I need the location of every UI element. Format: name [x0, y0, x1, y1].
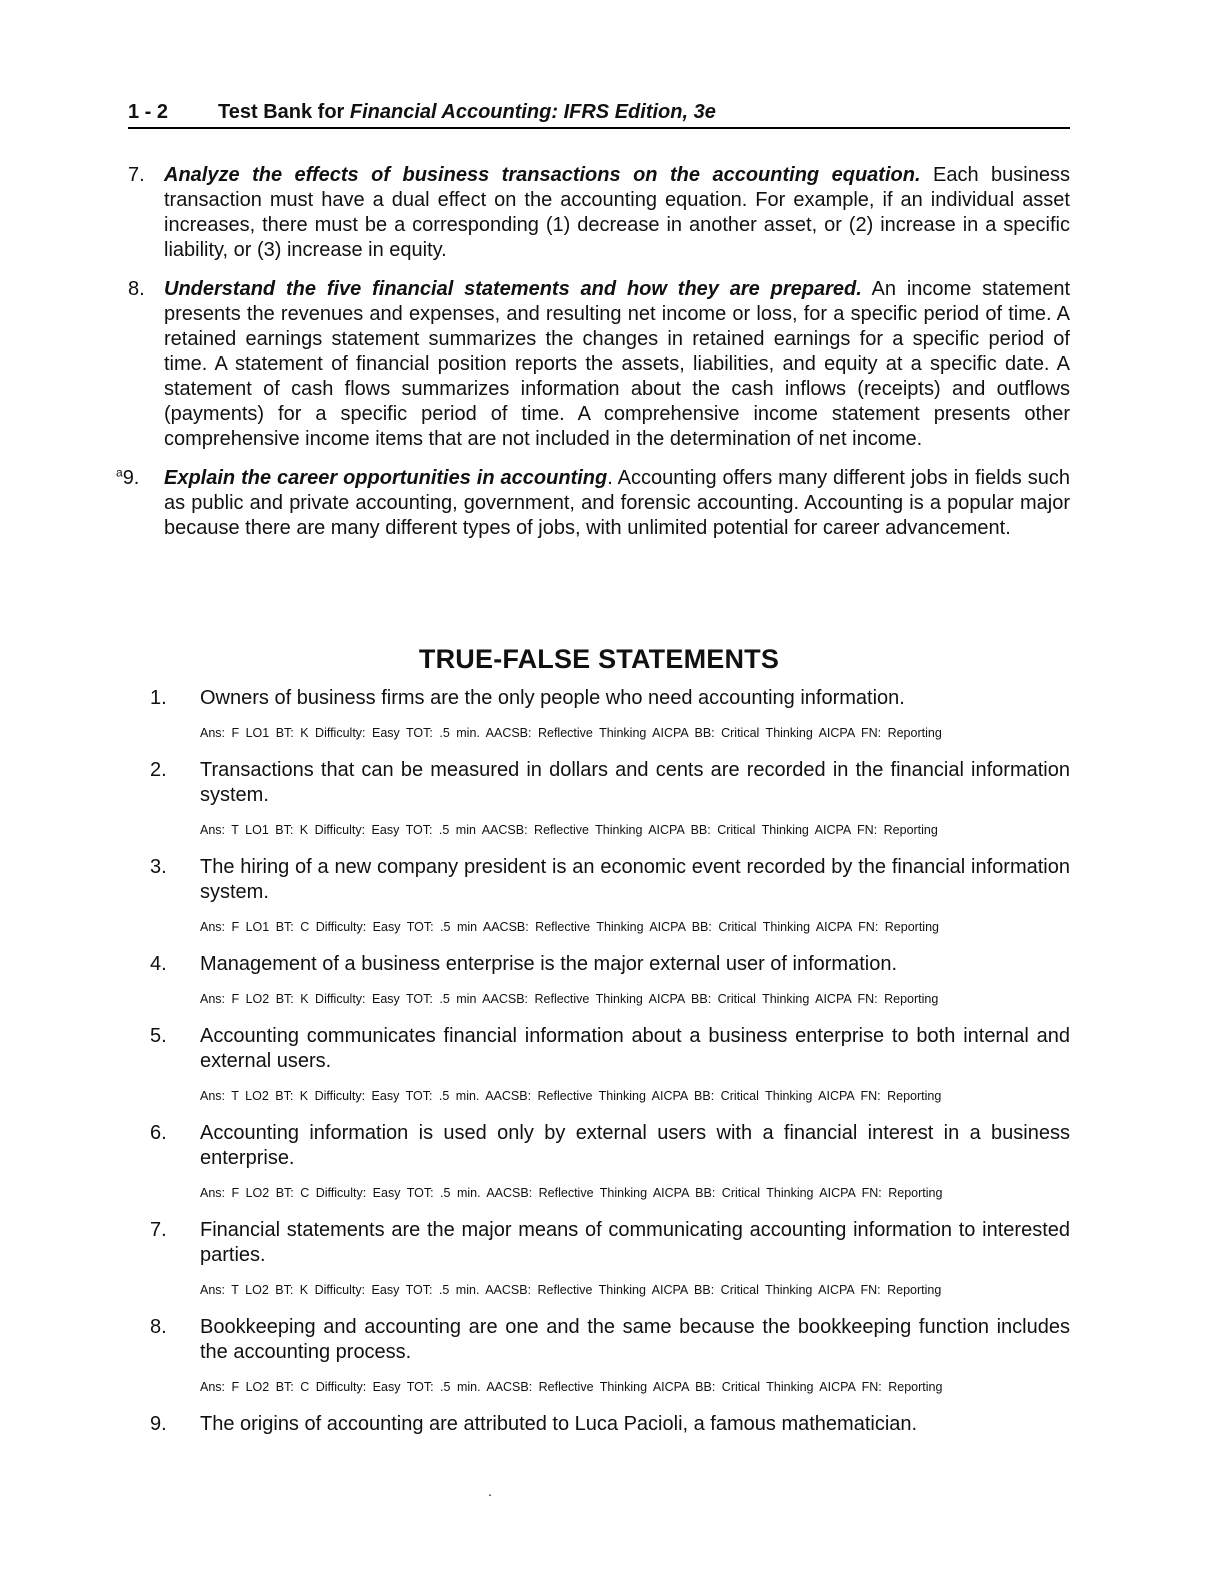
- question-text: Owners of business firms are the only people who need accounting information.: [200, 687, 905, 709]
- header-title-prefix: Test Bank for: [218, 101, 350, 123]
- objective-heading: Understand the five financial statements and how they are prepared.: [164, 278, 862, 300]
- objective-body: Each business transaction must have a dual effect on the accounting equation. For example, if an individual asset increases, there must be a corresponding (1) decrease in another asset, or (2) increase in a specific liability, or (3) increase in equity.: [164, 164, 1070, 261]
- header-book-title: Financial Accounting: IFRS Edition, 3e: [349, 101, 716, 123]
- question-text: Financial statements are the major means of communicating accounting information to interested parties.: [200, 1219, 1070, 1266]
- objective-8: [128, 277, 1070, 452]
- objective-number: 8.: [128, 278, 145, 300]
- objective-body: An income statement presents the revenues and expenses, and resulting net income or loss, for a specific period of time. A retained earnings statement summarizes the changes in retained earnings for a specific period of time. A statement of financial position reports the assets, liabilities, and equity at a specific date. A statement of cash flows summarizes information about the cash inflows (receipts) and outflows (payments) for a specific period of time. A comprehensive income statement presents other comprehensive income items that are not included in the determination of net income.: [164, 278, 1070, 450]
- question-number: 2.: [150, 759, 167, 781]
- question-number: 7.: [150, 1219, 167, 1241]
- question-text: The hiring of a new company president is an economic event recorded by the financial information system.: [200, 856, 1070, 903]
- question-text: Accounting communicates financial information about a business enterprise to both internal and external users.: [200, 1025, 1070, 1072]
- question-meta: Ans: F LO2 BT: C Difficulty: Easy TOT: .5 min. AACSB: Reflective Thinking AICPA BB: Critical Thinking AICPA FN: Reporting: [200, 1186, 943, 1200]
- question-number: 5.: [150, 1025, 167, 1047]
- objective-heading: Explain the career opportunities in accounting: [164, 467, 608, 489]
- running-header: [128, 100, 1070, 129]
- objective-7: [128, 163, 1070, 263]
- question-meta: Ans: T LO1 BT: K Difficulty: Easy TOT: .5 min AACSB: Reflective Thinking AICPA BB: Critical Thinking AICPA FN: Reporting: [200, 823, 938, 837]
- question-item: [128, 855, 1070, 935]
- question-meta: Ans: T LO2 BT: K Difficulty: Easy TOT: .5 min. AACSB: Reflective Thinking AICPA BB: Critical Thinking AICPA FN: Reporting: [200, 1089, 942, 1103]
- question-number: 9.: [150, 1413, 167, 1435]
- question-meta: Ans: F LO1 BT: C Difficulty: Easy TOT: .5 min AACSB: Reflective Thinking AICPA BB: Critical Thinking AICPA FN: Reporting: [200, 920, 939, 934]
- question-text: Bookkeeping and accounting are one and the same because the bookkeeping function includes the accounting process.: [200, 1316, 1070, 1363]
- objective-superscript: a: [116, 465, 123, 480]
- question-number: 4.: [150, 953, 167, 975]
- question-item: [128, 1121, 1070, 1201]
- objective-heading: Analyze the effects of business transactions on the accounting equation.: [164, 164, 921, 186]
- objective-number: 7.: [128, 164, 145, 186]
- objective-9: [116, 465, 1070, 541]
- question-number: 6.: [150, 1122, 167, 1144]
- question-item: [128, 758, 1070, 838]
- question-number: 1.: [150, 687, 167, 709]
- question-meta: Ans: T LO2 BT: K Difficulty: Easy TOT: .5 min. AACSB: Reflective Thinking AICPA BB: Critical Thinking AICPA FN: Reporting: [200, 1283, 942, 1297]
- question-number: 8.: [150, 1316, 167, 1338]
- page-number: 1 - 2: [128, 101, 169, 123]
- question-text: Accounting information is used only by external users with a financial interest in a business enterprise.: [200, 1122, 1070, 1169]
- question-item: [128, 686, 1070, 741]
- learning-objectives: [116, 163, 1070, 555]
- objective-body: . Accounting offers many different jobs in fields such as public and private accounting, government, and forensic accounting. Accounting is a popular major because there are many different types of jobs, with unlimited potential for career advancement.: [164, 467, 1070, 539]
- true-false-list: [128, 686, 1070, 1454]
- question-item: [128, 1412, 1070, 1437]
- question-text: Transactions that can be measured in dollars and cents are recorded in the financial information system.: [200, 759, 1070, 806]
- question-text: Management of a business enterprise is the major external user of information.: [200, 953, 898, 975]
- question-item: [128, 1218, 1070, 1298]
- question-item: [128, 1315, 1070, 1395]
- footer-mark: .: [488, 1483, 492, 1499]
- question-meta: Ans: F LO2 BT: K Difficulty: Easy TOT: .5 min AACSB: Reflective Thinking AICPA BB: Critical Thinking AICPA FN: Reporting: [200, 992, 939, 1006]
- question-meta: Ans: F LO1 BT: K Difficulty: Easy TOT: .5 min. AACSB: Reflective Thinking AICPA BB: Critical Thinking AICPA FN: Reporting: [200, 726, 942, 740]
- section-title: TRUE-FALSE STATEMENTS: [418, 644, 780, 674]
- question-item: [128, 952, 1070, 1007]
- question-number: 3.: [150, 856, 167, 878]
- question-text: The origins of accounting are attributed to Luca Pacioli, a famous mathematician.: [200, 1413, 918, 1435]
- question-item: [128, 1024, 1070, 1104]
- question-meta: Ans: F LO2 BT: C Difficulty: Easy TOT: .5 min. AACSB: Reflective Thinking AICPA BB: Critical Thinking AICPA FN: Reporting: [200, 1380, 943, 1394]
- objective-number: 9.: [122, 467, 140, 489]
